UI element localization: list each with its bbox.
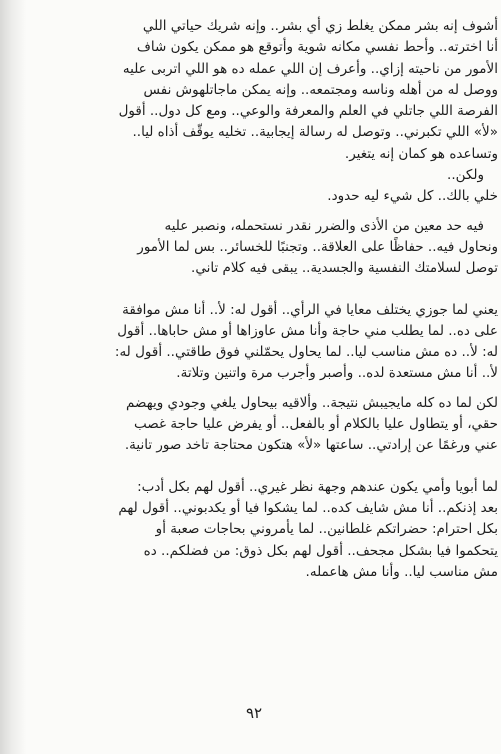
text-line: لأ.. أنا مش مستعدة لده.. وأصبر وأجرب مرة واتنين وتلاتة.	[176, 365, 498, 382]
text-line: يعني لما جوزي يختلف معايا في الرأي.. أقول له: لأ.. أنا مش موافقة	[122, 301, 498, 318]
text-line: ولكن..	[447, 167, 484, 184]
text-line: حقي، أو يتطاول عليا بالكلام أو بالفعل.. أو يفرض عليا حاجة غصب	[134, 416, 498, 433]
text-line: لما أبويا وأمي يكون عندهم وجهة نظر غيري.. أقول لهم بكل أدب:	[137, 478, 498, 495]
text-line: عني ورغمًا عن إرادتي.. ساعتها «لأ» هتكون محتاجة تاخد صور تانية.	[124, 437, 498, 454]
paragraph	[16, 300, 498, 385]
paragraph	[16, 16, 498, 165]
text-line: الفرصة اللي جاتلي في العلم والمعرفة والوعي.. ومع كل دول.. أقول	[118, 103, 498, 120]
text-line: بكل احترام: حضراتكم غلطانين.. لما يأمروني بحاجات صعبة أو	[155, 521, 498, 538]
text-line: على ده.. لما يطلب مني حاجة وأنا مش عاوزاها أو مش حاباها.. أقول	[117, 322, 498, 339]
paragraph	[16, 186, 498, 207]
text-line: بعد إذنكم.. أنا مش شايف كده.. لما يشكوا فيا أو يكدبوني.. أقول لهم	[118, 499, 498, 516]
text-line: له: لأ.. ده مش مناسب ليا.. لما يحاول يحمّلني فوق طاقتي.. أقول له:	[114, 344, 498, 361]
text-line: ووصل له من أهله وناسه ومجتمعه.. وإنه يمكن ماجاتلهوش نفس	[143, 81, 498, 98]
paragraph	[16, 165, 498, 186]
text-line: الأمور من ناحيته إزاي.. وأعرف إن اللي عمله ده هو اللي اتربى عليه	[122, 60, 498, 77]
text-line: خلي بالك.. كل شيء ليه حدود.	[327, 188, 498, 205]
text-line: يتحكموا فيا بشكل مجحف.. أقول لهم بكل ذوق: من فضلكم.. ده	[143, 542, 498, 559]
text-line: لكن لما ده كله مايجيبش نتيجة.. وألاقيه بيحاول يلغي وجودي ويهضم	[126, 394, 498, 411]
text-line: وتساعده هو كمان إنه يتغير.	[344, 145, 498, 162]
paragraph	[16, 393, 498, 457]
text-line: ونحاول فيه.. حفاظًا على العلاقة.. وتجنبًا للخسائر.. بس لما الأمور	[137, 238, 498, 255]
text-line: مش مناسب ليا.. وأنا مش هاعمله.	[305, 563, 498, 580]
page-text	[16, 16, 498, 583]
paragraph	[16, 216, 498, 280]
page-number: ٩٢	[245, 704, 263, 722]
text-line: «لأ» اللي تكبرني.. وتوصل له رسالة إيجابية.. تخليه يوقّف أذاه ليا..	[132, 124, 498, 141]
text-line: توصل لسلامتك النفسية والجسدية.. يبقى فيه كلام تاني.	[191, 260, 498, 277]
text-line: أشوف إنه بشر ممكن يغلط زي أي بشر.. وإنه شريك حياتي اللي	[142, 18, 498, 34]
text-line: أنا اخترته.. وأحط نفسي مكانه شوية وأتوقع هو ممكن يكون شاف	[136, 39, 498, 56]
paragraph	[16, 477, 498, 583]
text-line: فيه حد معين من الأذى والضرر نقدر نستحمله، ونصبر عليه	[164, 217, 484, 234]
